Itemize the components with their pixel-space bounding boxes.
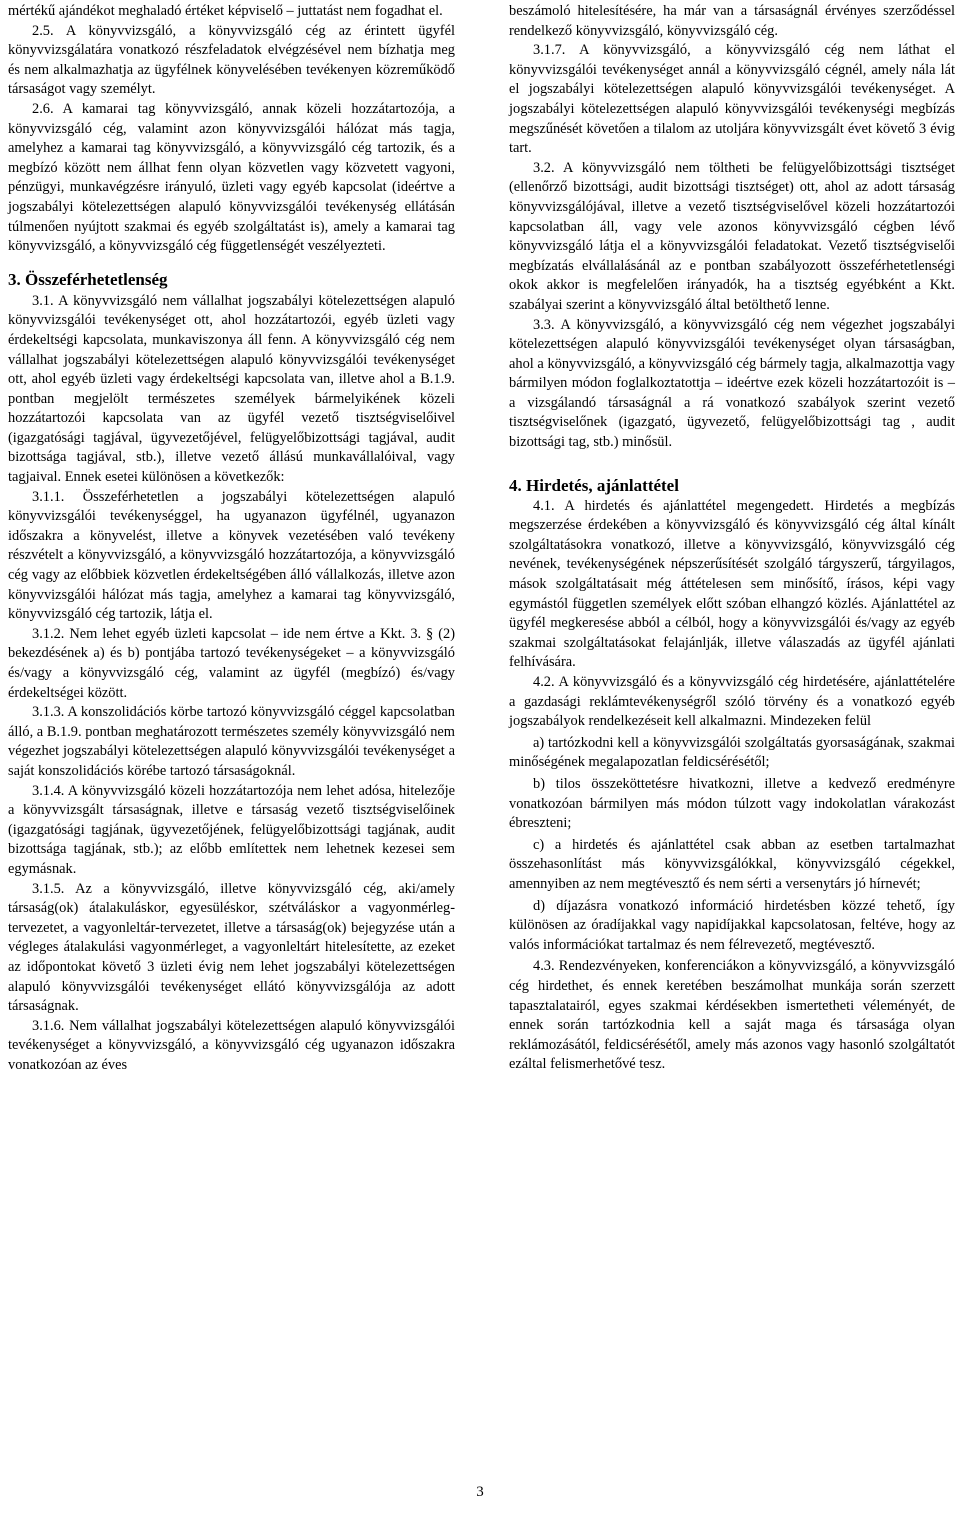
paragraph-continuation-right: beszámoló hitelesítésére, ha már van a társaságnál érvényes szerződéssel rendelkező könyvvizsgáló, könyvvizsgáló cég. (509, 3, 955, 39)
paragraph-4-3: 4.3. Rendezvényeken, konferenciákon a könyvvizsgáló, a könyvvizsgáló cég hirdethet, és ennek keretében beszámolhat munkája során szerzett tapasztalatairól, egyes szakmai kérdésekben ismertetheti véleményét, de ennek során tartózkodnia kell a saját maga és társasága olyan reklámozásától, feldicsérésétől, amely más azonos vagy hasonló szolgáltatót ezáltal felismerhetővé tesz. (509, 958, 955, 1073)
right-column (509, 2, 955, 1075)
paragraph-3-1-7: 3.1.7. A könyvvizsgáló, a könyvvizsgáló cég nem láthat el könyvvizsgálói tevékenységet annál a könyvvizsgáló cégnél, amely nála lát el jogszabályi kötelezettségen alapuló könyvvizsgálói tevékenységet. A jogszabályi kötelezettségen alapuló könyvvizsgálói tevékenységi megbízás megszűnését követően a tilalom az utoljára könyvvizsgált évet követő 3 évig tart. (509, 42, 955, 157)
paragraph-2-6: 2.6. A kamarai tag könyvvizsgáló, annak közeli hozzátartozója, a könyvvizsgáló cég, valamint azon könyvvizsgálói hálózat más tagja, amelyhez a kamarai tag könyvvizsgáló, a könyvvizsgáló cég tartozik, és a megbízó között nem állhat fenn olyan közvetlen vagy közvetett vagyoni, pénzügyi, munkavégzésre irányuló, üzleti vagy egyéb kapcsolat (ideértve a jogszabályi kötelezettségen alapuló könyvvizsgálói tevékenység ellátásán túlmenően nyújtott szakmai és egyéb szolgáltatást is), amely a kamarai tag könyvvizsgáló, a könyvvizsgáló cég függetlenségét veszélyezteti. (8, 100, 455, 255)
paragraph-2-5: 2.5. A könyvvizsgáló, a könyvvizsgáló cég az érintett ügyfél könyvvizsgálatára vonatkozó részfeladatok elvégzésével nem bízhatja meg és nem alkalmazhatja az ügyfélnek könyvelésében tevékenyen közreműködő társaságot vagy személyt. (8, 22, 455, 98)
paragraph-3-1-4: 3.1.4. A könyvvizsgáló közeli hozzátartozója nem lehet adósa, hitelezője a könyvvizsgált társaságnak, illetve e társaság vezető tisztségviselőinek (igazgatósági tagjának, ügyvezetőjének, felügyelőbizottsági tagjának, audit bizottsága tagjának, stb.); az előbb említettek nem lehetnek kezesei sem egymásnak. (8, 782, 455, 877)
paragraph-4-2-c: c) a hirdetés és ajánlattétel csak abban az esetben tartalmazhat összehasonlítást más könyvvizsgálókkal, könyvvizsgáló cégekkel, amennyiben az nem megtévesztő és nem sérti a versenytárs jó hírnevét; (509, 836, 955, 892)
paragraph-3-1-2: 3.1.2. Nem lehet egyéb üzleti kapcsolat – ide nem értve a Kkt. 3. § (2) bekezdésének a) és b) pontjába tartozó tevékenységeket – a könyvvizsgáló és/vagy a könyvvizsgáló cég, valamint az ügyfél (megbízó) és/vagy érdekeltségei között. (8, 625, 455, 701)
paragraph-3-1-1: 3.1.1. Összeférhetetlen a jogszabályi kötelezettségen alapuló könyvvizsgálói tevékenységgel, ha ugyanazon ügyfélnél, ugyanazon időszakra a könyvelést, illetve a könyvek vezetésében való tevékeny részvételt a könyvvizsgáló, a könyvvizsgáló hozzátartozója, a könyvvizsgáló cég vagy az előbbiek közvetlen érdekeltségében álló vállalkozás, illetve azon könyvvizsgálói hálózat más tagja, amelyhez a kamarai tag könyvvizsgáló, könyvvizsgáló cég tartozik, látja el. (8, 488, 455, 623)
paragraph-4-2-d: d) díjazásra vonatkozó információ hirdetésben közzé tehető, így különösen az óradíjakkal vagy napidíjakkal kapcsolatosan, feltéve, hogy az valós információkat tartalmaz és nem félrevezető, megtévesztő. (509, 897, 955, 953)
paragraph-4-2-b: b) tilos összeköttetésre hivatkozni, illetve a kedvező eredményre vonatkozóan bármilyen más módon túlzott vagy indokolatlan várakozást ébreszteni; (509, 775, 955, 832)
section-heading-3: 3. Összeférhetetlenség (8, 269, 168, 289)
paragraph-4-2-a: a) tartózkodni kell a könyvvizsgálói szolgáltatás gyorsaságának, szakmai minőségének megalapozatlan feldicsérésétől; (509, 734, 955, 771)
paragraph-4-1: 4.1. A hirdetés és ajánlattétel megengedett. Hirdetés a megbízás megszerzése érdekében a könyvvizsgáló és könyvvizsgáló cég által kínált szolgáltatásokra vonatkozó, illetve a könyvvizsgáló, könyvvizsgáló cég nevének, tevékenységének népszerűsítését szolgáló tárgyszerű, tárgyilagos, mások szolgáltatásait még áttételesen sem minősítő, írásos, képi vagy egymástól független személyek előtt szóban elhangzó közlés. Ajánlattétel az ügyfél megkeresése abból a célból, hogy a könyvvizsgálói és/vagy az egyéb szakmai szolgáltatásokat felajánlják, illetve válaszadás az ügyfél ajánlati felhívására. (509, 497, 955, 671)
paragraph-3-1-5: 3.1.5. Az a könyvvizsgáló, illetve könyvvizsgáló cég, aki/amely társaság(ok) átalakuláskor, egyesüléskor, szétváláskor a vagyonmérleg-tervezetet, a vagyonleltár-tervezetet, illetve a társaság(ok) bejegyzése után a végleges átalakulási vagyonmérleget, a vagyonleltárt hitelesítette, az ezeket az időpontokat követő 3 üzleti évig nem lehet jogszabályi kötelezettségen alapuló könyvvizsgálói tevékenységet ellátó könyvvizsgálója az adott társaságnak. (8, 880, 455, 1015)
paragraph-continuation: mértékű ajándékot meghaladó értéket képviselő – juttatást nem fogadhat el. (8, 3, 443, 19)
paragraph-4-2: 4.2. A könyvvizsgáló és a könyvvizsgáló cég hirdetésére, ajánlattételére a gazdasági reklámtevékenységről szóló törvény és a vonatkozó egyéb jogszabályok rendelkezéseit kell alkalmazni. Mindezeken felül (509, 674, 955, 730)
paragraph-3-1: 3.1. A könyvvizsgáló nem vállalhat jogszabályi kötelezettségen alapuló könyvvizsgálói tevékenységet ott, ahol hozzátartozói, egyéb üzleti vagy érdekeltségi kapcsolata, munkaviszonya áll fenn. A könyvvizsgáló cég nem vállalhat jogszabályi kötelezettségen alapuló könyvvizsgálói tevékenységet ott, ahol egyéb üzleti vagy érdekeltségi kapcsolata van, illetve ahol a B.1.9. pontban megjelölt természetes személyek bármelyikének közeli hozzátartozói kapcsolata van az ügyfél vezető tisztségviselőivel (igazgatósági tagjával, ügyvezetőjével, felügyelőbizottsági tagjával, audit bizottsága tagjával, stb.), illetve vezető állású munkavállalóival, vagy tagjaival. Ennek esetei különösen a következők: (8, 292, 455, 486)
paragraph-3-1-3: 3.1.3. A konszolidációs körbe tartozó könyvvizsgáló céggel kapcsolatban álló, a B.1.9. pontban meghatározott természetes személy könyvvizsgáló nem végezhet jogszabályi kötelezettségen alapuló könyvvizsgálói tevékenységet a saját konszolidációs körébe tartozó társaságoknál. (8, 704, 455, 779)
paragraph-3-3: 3.3. A könyvvizsgáló, a könyvvizsgáló cég nem végezhet jogszabályi kötelezettségen alapuló könyvvizsgálói tevékenységet olyan társaságban, ahol a könyvvizsgáló, a könyvvizsgáló cég bármely tagja, alkalmazottja vagy bármilyen módon foglalkoztatottja – ideértve ezek közeli hozzátartozóit is – a vizsgálandó társaságnál a rá vonatkozó szabályok szerint vezető tisztségviselőnek (igazgató, ügyvezető, felügyelőbizottsági tag , audit bizottsági tag, stb.) minősül. (509, 316, 955, 451)
page-number: 3 (476, 1484, 484, 1500)
paragraph-3-1-6: 3.1.6. Nem vállalhat jogszabályi kötelezettségen alapuló könyvvizsgálói tevékenységet a könyvvizsgáló, a könyvvizsgáló cég ugyanazon időszakra vonatkozóan az éves (8, 1017, 455, 1073)
paragraph-3-2: 3.2. A könyvvizsgáló nem töltheti be felügyelőbizottsági tisztséget (ellenőrző bizottsági, audit bizottsági tisztséget) ott, ahol az adott társaság könyvvizsgálójával, illetve a vezető tisztségviselővel közeli hozzátartozói kapcsolatban áll, vagy vele azonos könyvvizsgáló cégben lévő könyvvizsgáló látja el a könyvvizsgálói feladatokat. Vezető tisztségviselői megbízatás elvállalásánál az e pontban szabályozott összeférhetetlenségi okok akkor is megfelelően irányadók, ha a tisztség egyébként a Kkt. szabályai szerint a könyvvizsgáló által betölthető lenne. (509, 159, 955, 313)
section-heading-4: 4. Hirdetés, ajánlattétel (509, 475, 679, 495)
left-column (8, 2, 455, 1075)
